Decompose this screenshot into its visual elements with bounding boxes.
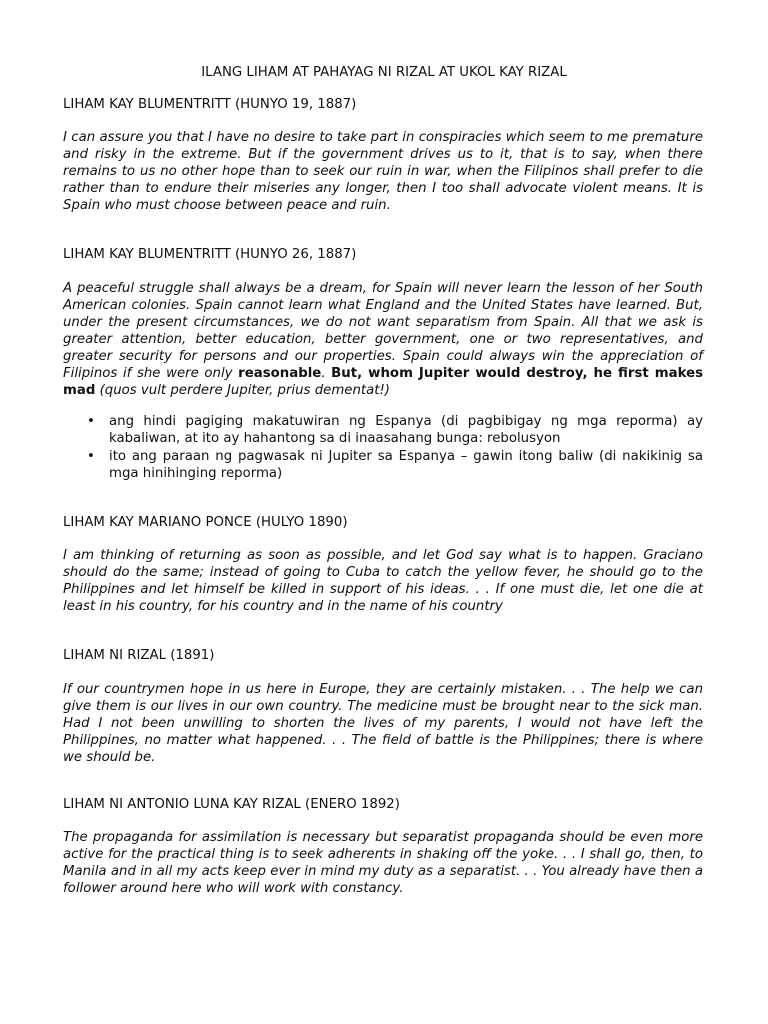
quote-text: (quos vult perdere Jupiter, prius dementat!) [95,383,390,398]
section-heading: LIHAM KAY MARIANO PONCE (HULYO 1890) [63,515,348,530]
letter-quote: I am thinking of returning as soon as possible, and let God say what is to happen. Graciano should do the same; instead of going to Cuba to catch the yellow fever, he should go to the Philippines and let himself be killed in support of his ideas. . . If one must die, let one die at least in his country, for his country and in the name of his country [63,548,703,614]
list-item-text: ang hindi pagiging makatuwiran ng Espanya (di pagbibigay ng mga reporma) ay kabaliwan, at ito ay hahantong sa di inaasahang bunga: rebolusyon [109,414,703,446]
section-heading: LIHAM KAY BLUMENTRITT (HUNYO 19, 1887) [63,97,357,112]
bullet-list [63,413,703,483]
quote-emphasis: reasonable [238,366,322,381]
quote-text: . [321,366,332,381]
bullet-icon: • [87,414,95,429]
section-heading: LIHAM KAY BLUMENTRITT (HUNYO 26, 1887) [63,247,357,262]
document-title: ILANG LIHAM AT PAHAYAG NI RIZAL AT UKOL KAY RIZAL [201,65,567,80]
quote-emphasis: But, whom Jupiter would destroy, he first makes mad [63,366,703,398]
letter-quote: If our countrymen hope in us here in Europe, they are certainly mistaken. . . The help we can give them is our lives in our own country. The medicine must be brought near to the sick man. Had I not been unwilling to shorten the lives of my parents, I would not have left the Philippines, no matter what happened. . . The field of battle is the Philippines; there is where we should be. [63,682,703,765]
letter-quote [63,280,703,399]
list-item [63,448,703,482]
quote-text: A peaceful struggle shall always be a dream, for Spain will never learn the lesson of her South American colonies. Spain cannot learn what England and the United States have learned. But, under the present circumstances, we do not want separatism from Spain. All that we ask is greater attention, better education, better government, one or two representatives, and greater security for persons and our properties. Spain could always win the appreciation of Filipinos if she were only [63,281,703,381]
list-item [63,413,703,447]
letter-quote: I can assure you that I have no desire to take part in conspiracies which seem to me premature and risky in the extreme. But if the government drives us to it, that is to say, when there remains to us no other hope than to seek our ruin in war, when the Filipinos shall prefer to die rather than to endure their miseries any longer, then I too shall advocate violent means. It is Spain who must choose between peace and ruin. [63,130,703,213]
bullet-icon: • [87,449,95,464]
section-heading: LIHAM NI ANTONIO LUNA KAY RIZAL (ENERO 1892) [63,797,400,812]
list-item-text: ito ang paraan ng pagwasak ni Jupiter sa Espanya – gawin itong baliw (di nakikinig sa mga hinihinging reporma) [109,449,703,481]
letter-quote: The propaganda for assimilation is necessary but separatist propaganda should be even more active for the practical thing is to seek adherents in shaking off the yoke. . . I shall go, then, to Manila and in all my acts keep ever in mind my duty as a separatist. . . You already have then a follower around here who will work with constancy. [63,830,703,896]
section-heading: LIHAM NI RIZAL (1891) [63,648,215,663]
